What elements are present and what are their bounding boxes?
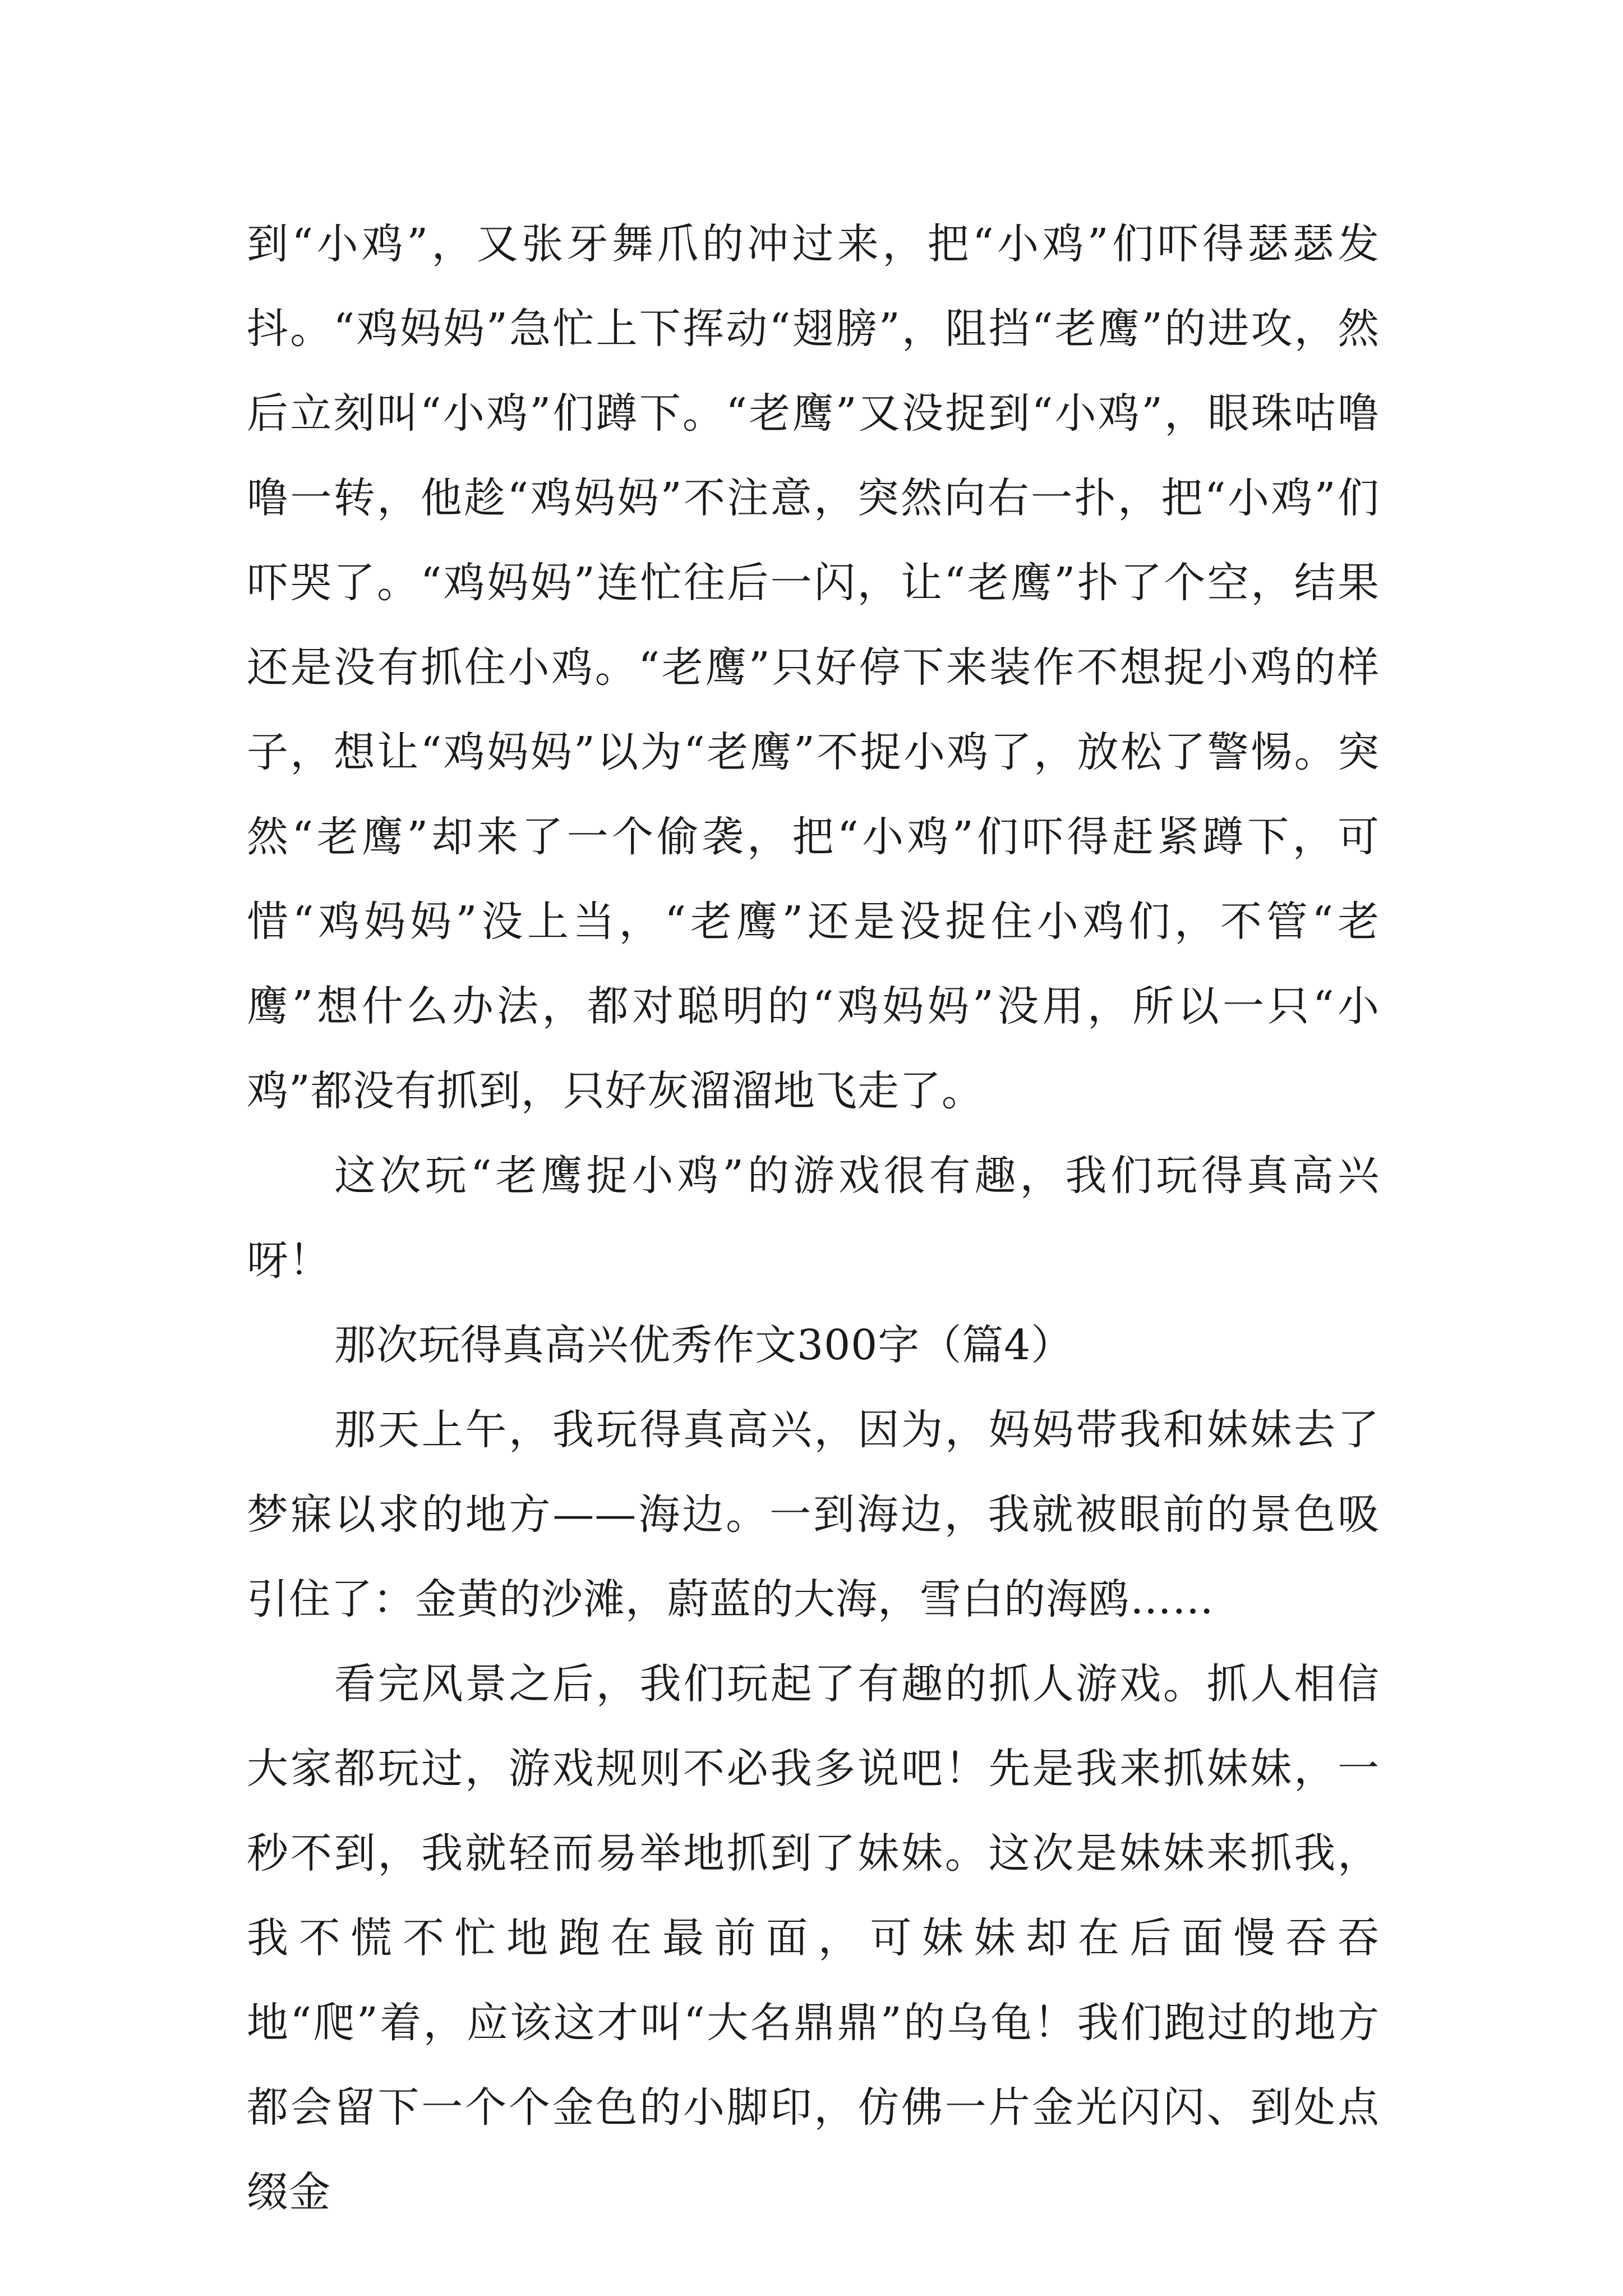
paragraph-intro: 那天上午，我玩得真高兴，因为，妈妈带我和妹妹去了梦寐以求的地方——海边。一到海边，我就被眼前的景色吸引住了：金黄的沙滩，蔚蓝的大海，雪白的海鸥……	[247, 1406, 1380, 1623]
section-heading: 那次玩得真高兴优秀作文300字（篇4）	[334, 1321, 1073, 1369]
paragraph-continued: 到“小鸡”，又张牙舞爪的冲过来，把“小鸡”们吓得瑟瑟发抖。“鸡妈妈”急忙上下挥动“翅膀”，阻挡“老鹰”的进攻，然后立刻叫“小鸡”们蹲下。“老鹰”又没捉到“小鸡”，眼珠咕噜噜一转，他趁“鸡妈妈”不注意，突然向右一扑，把“小鸡”们吓哭了。“鸡妈妈”连忙往后一闪，让“老鹰”扑了个空，结果还是没有抓住小鸡。“老鹰”只好停下来装作不想捉小鸡的样子，想让“鸡妈妈”以为“老鹰”不捉小鸡了，放松了警惕。突然“老鹰”却来了一个偷袭，把“小鸡”们吓得赶紧蹲下，可惜“鸡妈妈”没上当，“老鹰”还是没捉住小鸡们，不管“老鹰”想什么办法，都对聪明的“鸡妈妈”没用，所以一只“小鸡”都没有抓到，只好灰溜溜地飞走了。	[247, 220, 1380, 1115]
paragraph-conclusion: 这次玩“老鹰捉小鸡”的游戏很有趣，我们玩得真高兴呀！	[247, 1152, 1380, 1285]
article-body	[247, 202, 1380, 2235]
paragraph-body: 看完风景之后，我们玩起了有趣的抓人游戏。抓人相信大家都玩过，游戏规则不必我多说吧！先是我来抓妹妹，一秒不到，我就轻而易举地抓到了妹妹。这次是妹妹来抓我，我不慌不忙地跑在最前面，可妹妹却在后面慢吞吞地“爬”着，应该这才叫“大名鼎鼎”的乌龟！我们跑过的地方都会留下一个个金色的小脚印，仿佛一片金光闪闪、到处点缀金	[247, 1660, 1380, 2216]
